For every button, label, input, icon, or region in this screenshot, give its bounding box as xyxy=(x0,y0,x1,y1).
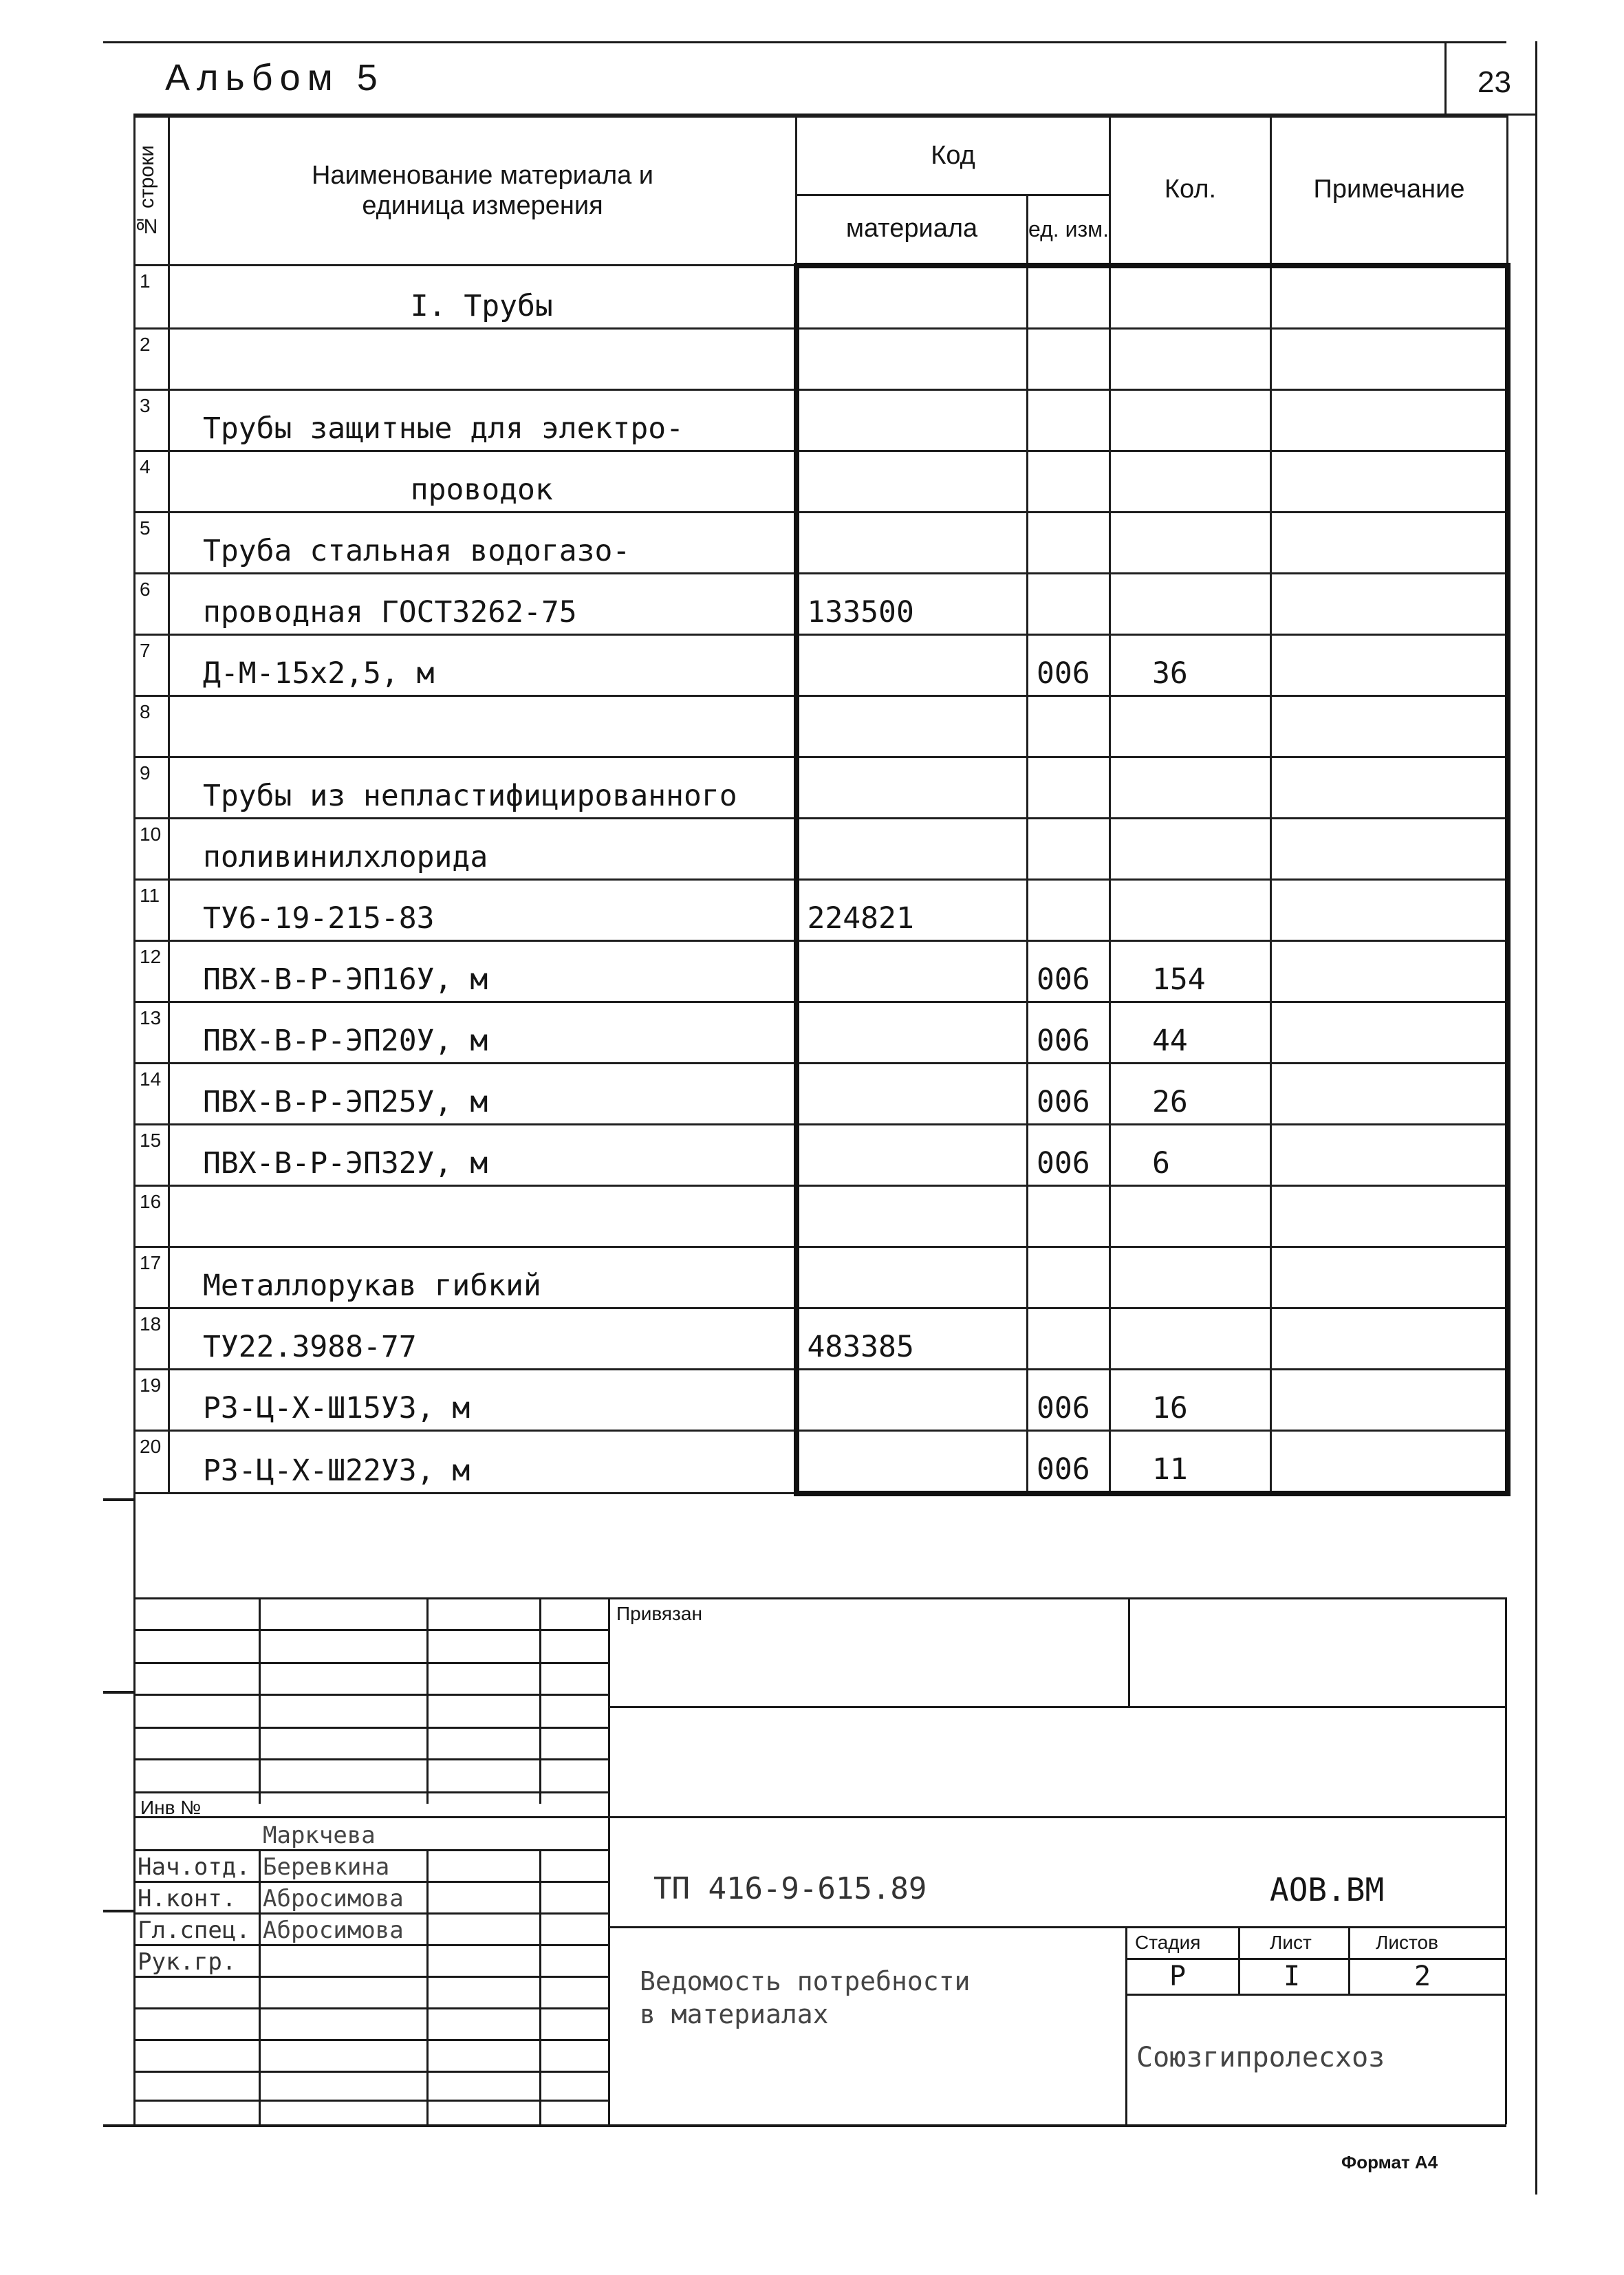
organization: Союзгипролесхоз xyxy=(1136,2042,1385,2073)
material-name: Трубы защитные для электро- xyxy=(169,389,797,451)
table-row xyxy=(135,266,1508,329)
materials-table xyxy=(133,116,1511,1496)
margin-tick xyxy=(103,1691,133,1694)
row-number: 9 xyxy=(135,757,169,818)
material-name: поливинилхлорида xyxy=(169,818,797,879)
quantity: 16 xyxy=(1110,1369,1271,1430)
top-border xyxy=(103,41,1506,43)
material-code xyxy=(797,757,1028,818)
unit-code xyxy=(1028,389,1110,451)
material-code xyxy=(797,266,1028,329)
material-name xyxy=(169,1185,797,1247)
table-row xyxy=(135,1247,1508,1308)
note xyxy=(1271,1369,1508,1430)
material-name: ПВХ-В-Р-ЭП25У, м xyxy=(169,1063,797,1124)
inv-label: Инв № xyxy=(140,1797,202,1818)
table-row xyxy=(135,1063,1508,1124)
header-quantity: Кол. xyxy=(1110,117,1271,266)
material-name: I. Трубы xyxy=(169,266,797,329)
material-code xyxy=(797,389,1028,451)
signer-role: Н.конт. xyxy=(138,1885,237,1912)
tb-vline xyxy=(608,1597,610,2124)
signer-name: Маркчева xyxy=(263,1822,376,1849)
table-row xyxy=(135,696,1508,757)
sheets-label: Листов xyxy=(1376,1932,1438,1953)
table-row xyxy=(135,818,1508,879)
table-row xyxy=(135,1002,1508,1063)
table-row xyxy=(135,757,1508,818)
material-code xyxy=(797,1002,1028,1063)
signer-name: Беревкинa xyxy=(263,1853,390,1881)
tb-line xyxy=(133,1694,608,1696)
material-code xyxy=(797,451,1028,512)
header-name: Наименование материала и единица измерения xyxy=(169,117,797,266)
quantity xyxy=(1110,1247,1271,1308)
header-code: Код xyxy=(797,117,1110,195)
unit-code: 006 xyxy=(1028,1124,1110,1185)
material-name xyxy=(169,696,797,757)
material-code xyxy=(797,1185,1028,1247)
note xyxy=(1271,879,1508,940)
tb-vline xyxy=(1125,1926,1127,2124)
table-row xyxy=(135,1124,1508,1185)
note xyxy=(1271,696,1508,757)
signer-role: Гл.спец. xyxy=(138,1917,250,1944)
material-code: 224821 xyxy=(797,879,1028,940)
unit-code xyxy=(1028,818,1110,879)
stage-label: Стадия xyxy=(1135,1932,1201,1953)
header-code-material: материала xyxy=(797,195,1028,266)
quantity: 154 xyxy=(1110,940,1271,1002)
doc-mark: АОВ.ВМ xyxy=(1270,1871,1385,1908)
unit-code xyxy=(1028,328,1110,389)
quantity: 6 xyxy=(1110,1124,1271,1185)
material-code xyxy=(797,512,1028,573)
material-code xyxy=(797,1369,1028,1430)
row-number: 5 xyxy=(135,512,169,573)
quantity: 44 xyxy=(1110,1002,1271,1063)
table-row xyxy=(135,1308,1508,1369)
row-number: 11 xyxy=(135,879,169,940)
note xyxy=(1271,1247,1508,1308)
unit-code xyxy=(1028,757,1110,818)
table-row xyxy=(135,879,1508,940)
page-number: 23 xyxy=(1477,65,1511,99)
material-name: ПВХ-В-Р-ЭП16У, м xyxy=(169,940,797,1002)
note xyxy=(1271,1430,1508,1494)
row-number: 16 xyxy=(135,1185,169,1247)
table-row xyxy=(135,512,1508,573)
material-name: ПВХ-В-Р-ЭП20У, м xyxy=(169,1002,797,1063)
tb-line xyxy=(133,1849,608,1851)
tb-vline xyxy=(426,1597,429,1804)
tb-line xyxy=(1125,1958,1505,1960)
row-number: 17 xyxy=(135,1247,169,1308)
material-code xyxy=(797,328,1028,389)
quantity: 26 xyxy=(1110,1063,1271,1124)
row-number: 20 xyxy=(135,1430,169,1494)
margin-tick xyxy=(103,1910,133,1912)
row-number: 7 xyxy=(135,634,169,696)
table-row xyxy=(135,1185,1508,1247)
material-code: 133500 xyxy=(797,573,1028,634)
material-name: проводная ГОСТ3262-75 xyxy=(169,573,797,634)
note xyxy=(1271,757,1508,818)
unit-code xyxy=(1028,1185,1110,1247)
quantity xyxy=(1110,818,1271,879)
row-number: 19 xyxy=(135,1369,169,1430)
table-row xyxy=(135,389,1508,451)
note xyxy=(1271,818,1508,879)
quantity xyxy=(1110,1185,1271,1247)
tb-line xyxy=(133,1976,608,1978)
row-number: 18 xyxy=(135,1308,169,1369)
material-name: проводок xyxy=(169,451,797,512)
album-label: Альбом 5 xyxy=(165,57,385,98)
material-name: Труба стальная водогазо- xyxy=(169,512,797,573)
tb-line xyxy=(133,1912,608,1915)
note xyxy=(1271,1185,1508,1247)
header-note: Примечание xyxy=(1271,117,1508,266)
row-number: 8 xyxy=(135,696,169,757)
table-row xyxy=(135,328,1508,389)
unit-code: 006 xyxy=(1028,634,1110,696)
quantity xyxy=(1110,451,1271,512)
material-name: ТУ6-19-215-83 xyxy=(169,879,797,940)
row-number: 4 xyxy=(135,451,169,512)
note xyxy=(1271,1124,1508,1185)
quantity xyxy=(1110,389,1271,451)
tb-line xyxy=(133,2007,608,2009)
unit-code: 006 xyxy=(1028,1063,1110,1124)
table-row xyxy=(135,1369,1508,1430)
row-number: 6 xyxy=(135,573,169,634)
tb-line xyxy=(133,1597,1506,1599)
table-row xyxy=(135,451,1508,512)
tb-line xyxy=(133,1816,1506,1818)
doc-code: ТП 416-9-615.89 xyxy=(653,1871,927,1906)
tb-vline xyxy=(259,1597,261,1804)
note xyxy=(1271,266,1508,329)
note xyxy=(1271,451,1508,512)
quantity xyxy=(1110,328,1271,389)
material-name: Д-М-15х2,5, м xyxy=(169,634,797,696)
quantity xyxy=(1110,573,1271,634)
signer-name: Абросимова xyxy=(263,1917,404,1944)
row-number: 14 xyxy=(135,1063,169,1124)
tb-vline xyxy=(1348,1926,1350,1994)
signer-role: Нач.отд. xyxy=(138,1853,250,1881)
tb-vline xyxy=(259,1849,261,2124)
bottom-border xyxy=(103,2124,1506,2127)
note xyxy=(1271,573,1508,634)
bound-label: Привязан xyxy=(616,1603,702,1624)
material-code xyxy=(797,634,1028,696)
quantity xyxy=(1110,266,1271,329)
material-name xyxy=(169,328,797,389)
tb-line xyxy=(1125,1994,1505,1996)
margin-tick xyxy=(103,1498,133,1501)
material-code xyxy=(797,1247,1028,1308)
row-number: 12 xyxy=(135,940,169,1002)
tb-line xyxy=(133,2039,608,2041)
note xyxy=(1271,634,1508,696)
unit-code xyxy=(1028,1308,1110,1369)
note xyxy=(1271,1063,1508,1124)
tb-vline xyxy=(1238,1926,1240,1994)
material-name: РЗ-Ц-Х-Ш15УЗ, м xyxy=(169,1369,797,1430)
material-code xyxy=(797,940,1028,1002)
tb-line xyxy=(133,1629,608,1631)
tb-line xyxy=(133,2100,608,2102)
row-number: 15 xyxy=(135,1124,169,1185)
album-divider xyxy=(1444,41,1447,116)
material-name: Металлорукав гибкий xyxy=(169,1247,797,1308)
right-border-outer xyxy=(1535,41,1537,2195)
tb-vline xyxy=(1128,1597,1130,1706)
material-code xyxy=(797,696,1028,757)
header-code-unit: ед. изм. xyxy=(1028,195,1110,266)
sheet-value: I xyxy=(1284,1961,1301,1992)
note xyxy=(1271,328,1508,389)
tb-line xyxy=(133,1727,608,1729)
tb-vline xyxy=(539,1849,541,2124)
doc-title-line2: в материалах xyxy=(640,1999,829,2029)
format-label: Формат А4 xyxy=(1341,2152,1438,2172)
note xyxy=(1271,1002,1508,1063)
material-name: Трубы из непластифицированного xyxy=(169,757,797,818)
doc-title-line1: Ведомость потребности xyxy=(640,1966,971,1996)
unit-code: 006 xyxy=(1028,1430,1110,1494)
table-row xyxy=(135,573,1508,634)
tb-line xyxy=(133,1791,608,1793)
material-name: ПВХ-В-Р-ЭП32У, м xyxy=(169,1124,797,1185)
quantity xyxy=(1110,696,1271,757)
row-number: 1 xyxy=(135,266,169,329)
quantity xyxy=(1110,1308,1271,1369)
stage-value: Р xyxy=(1169,1961,1187,1992)
material-name: ТУ22.3988-77 xyxy=(169,1308,797,1369)
material-code: 483385 xyxy=(797,1308,1028,1369)
quantity: 36 xyxy=(1110,634,1271,696)
tb-line xyxy=(608,1706,1506,1708)
note xyxy=(1271,940,1508,1002)
note xyxy=(1271,512,1508,573)
sheets-value: 2 xyxy=(1414,1961,1431,1992)
unit-code xyxy=(1028,451,1110,512)
material-code xyxy=(797,1124,1028,1185)
material-code xyxy=(797,1063,1028,1124)
row-number: 3 xyxy=(135,389,169,451)
tb-line xyxy=(133,1758,608,1760)
unit-code xyxy=(1028,696,1110,757)
table-row xyxy=(135,634,1508,696)
quantity xyxy=(1110,757,1271,818)
tb-vline xyxy=(539,1597,541,1804)
unit-code xyxy=(1028,266,1110,329)
unit-code xyxy=(1028,573,1110,634)
row-number: 2 xyxy=(135,328,169,389)
quantity: 11 xyxy=(1110,1430,1271,1494)
row-number: 10 xyxy=(135,818,169,879)
header-row-number: № строки xyxy=(135,117,169,266)
tb-line xyxy=(608,1926,1506,1928)
sheet-label: Лист xyxy=(1270,1932,1312,1953)
tb-vline xyxy=(426,1849,429,2124)
tb-line xyxy=(133,2071,608,2073)
tb-vline xyxy=(1505,1597,1507,2124)
unit-code: 006 xyxy=(1028,1369,1110,1430)
material-code xyxy=(797,818,1028,879)
unit-code xyxy=(1028,879,1110,940)
tb-line xyxy=(133,1944,608,1946)
tb-line xyxy=(133,1662,608,1664)
note xyxy=(1271,1308,1508,1369)
unit-code xyxy=(1028,512,1110,573)
signer-role: Рук.гр. xyxy=(138,1948,237,1976)
unit-code xyxy=(1028,1247,1110,1308)
unit-code: 006 xyxy=(1028,940,1110,1002)
note xyxy=(1271,389,1508,451)
material-code xyxy=(797,1430,1028,1494)
quantity xyxy=(1110,879,1271,940)
row-number: 13 xyxy=(135,1002,169,1063)
tb-line xyxy=(133,1881,608,1883)
signer-name: Абросимова xyxy=(263,1885,404,1912)
material-name: РЗ-Ц-Х-Ш22УЗ, м xyxy=(169,1430,797,1494)
table-row xyxy=(135,1430,1508,1494)
table-row xyxy=(135,940,1508,1002)
quantity xyxy=(1110,512,1271,573)
unit-code: 006 xyxy=(1028,1002,1110,1063)
